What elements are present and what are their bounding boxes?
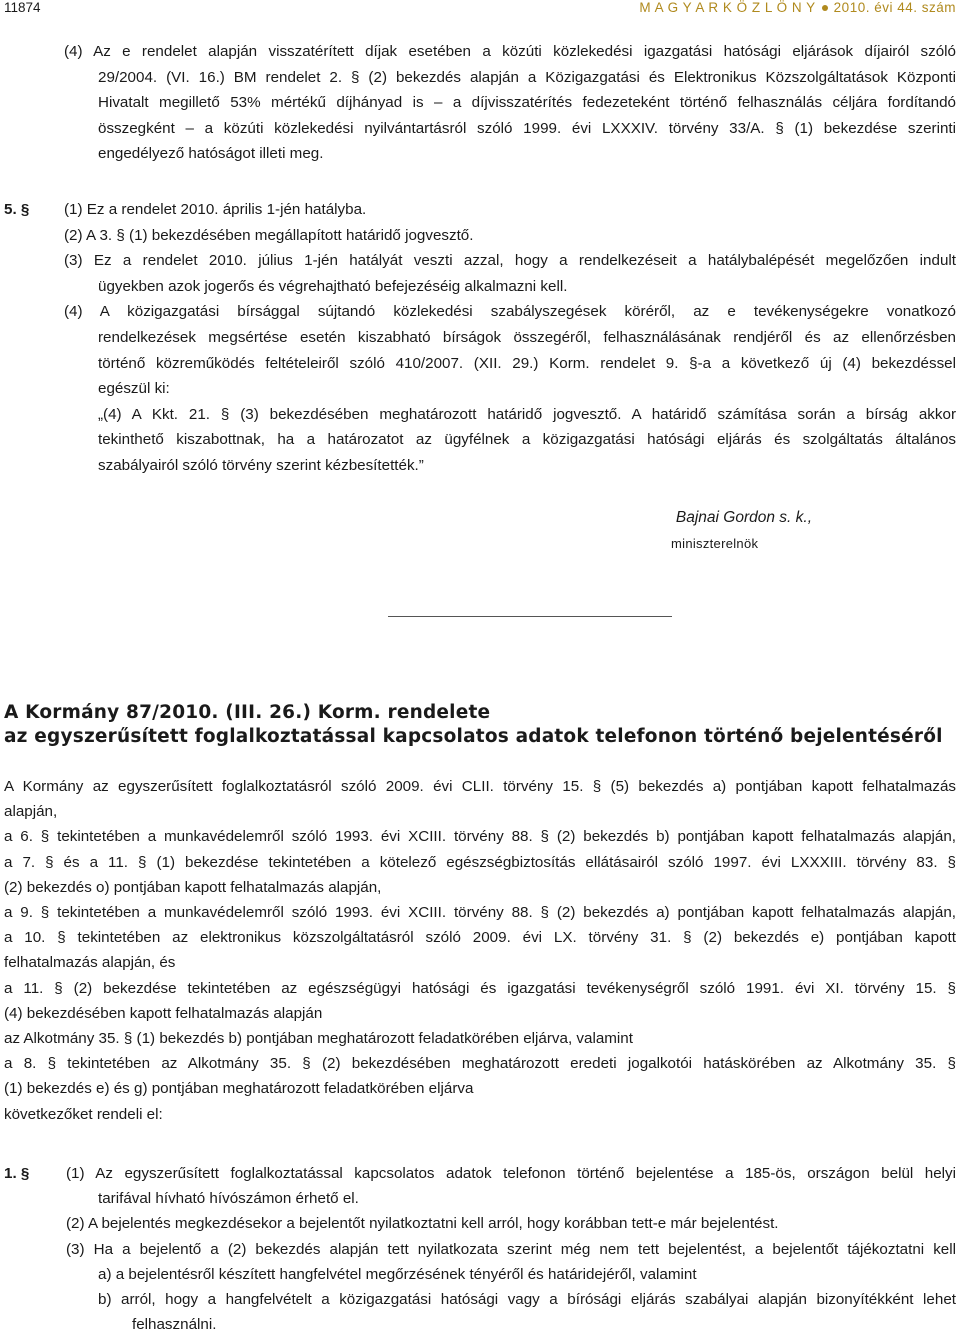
text-line: engedélyező hatóságot illeti meg. bbox=[98, 145, 324, 163]
text-line: a 9. § tekintetében a munkavédelemről szóló 1993. évi XCIII. törvény 88. § (2) bekezdés a) pontjában kapott felhatalmazás alapján, bbox=[4, 904, 956, 922]
text-line: felhatalmazás alapján, és bbox=[4, 954, 176, 972]
issue-label: 2010. évi 44. szám bbox=[833, 0, 956, 15]
text-line: felhasználni. bbox=[132, 1316, 217, 1334]
text-line: (3) Ez a rendelet 2010. július 1-jén hatályát veszti azzal, hogy a rendelkezéseit a hatálybalépését megelőzően indult bbox=[64, 252, 956, 270]
journal-issue bbox=[639, 0, 956, 15]
section-5 bbox=[4, 197, 956, 479]
text-line: a) a bejelentésről készített hangfelvétel megőrzésének tényéről és határidejéről, valamint bbox=[98, 1265, 697, 1283]
page-header bbox=[0, 0, 960, 20]
text-line: (1) Ez a rendelet 2010. április 1-jén hatályba. bbox=[64, 201, 367, 218]
text-line: az Alkotmány 35. § (1) bekezdés b) pontjában meghatározott feladatkörében eljárva, valamint bbox=[4, 1030, 633, 1048]
text-line: tarifával hívható hívószámon érhető el. bbox=[98, 1190, 359, 1208]
text-line: 29/2004. (VI. 16.) BM rendelet 2. § (2) bekezdés alapján a Közigazgatási és Elektronikus Közszolgáltatások Központi bbox=[98, 68, 956, 86]
decree-title: A Kormány 87/2010. (III. 26.) Korm. rendelete bbox=[4, 702, 491, 723]
text-line: történő közreműködés feltételeiről szóló 410/2007. (XII. 29.) Korm. rendelet 9. §-a a következő új (4) bekezdéssel bbox=[98, 354, 956, 372]
text-line: a 8. § tekintetében az Alkotmány 35. § (2) bekezdésében meghatározott eredeti jogalkotói hatáskörében az Alkotmány 35. § bbox=[4, 1055, 956, 1073]
text-line: Hivatalt megillető 53% mértékű díjhányad is – a díjvisszatérítés fedezeteként történő felhasználás céljára fordítandó bbox=[98, 94, 956, 112]
text-line: b) arról, hogy a hangfelvételt a közigazgatási hatósági vagy a bírósági eljárás szabályai alapján bizonyítékként lehet bbox=[98, 1291, 956, 1309]
text-line: (1) bekezdés e) és g) pontjában meghatározott feladatkörében eljárva bbox=[4, 1080, 474, 1098]
text-line: (2) A bejelentés megkezdésekor a bejelentőt nyilatkoztatni kell arról, hogy korábban tett-e már bejelentést. bbox=[66, 1215, 779, 1233]
text-line: a 10. § tekintetében az elektronikus közszolgáltatásról szóló 2009. évi LX. törvény 31. § (2) bekezdés e) pontjában kapott bbox=[4, 929, 956, 947]
journal-name: M A G Y A R K Ö Z L Ö N Y bbox=[639, 0, 816, 15]
text-line: (2) bekezdés o) pontjában kapott felhatalmazás alapján, bbox=[4, 878, 382, 896]
text-line: (1) Az egyszerűsített foglalkoztatással kapcsolatos adatok telefonon történő bejelentése a 185-ös, országon belül helyi bbox=[66, 1165, 956, 1182]
text-line: (4) Az e rendelet alapján visszatérített díjak esetében a közúti közlekedési igazgatási hatósági eljárások díjairól szóló bbox=[64, 43, 956, 60]
text-line: ügyekben azok jogerős és végrehajtható befejezéséig alkalmazni kell. bbox=[98, 277, 568, 295]
text-line: A Kormány az egyszerűsített foglalkoztatásról szóló 2009. évi CLII. törvény 15. § (5) bekezdés a) pontjában kapott felhatalmazás bbox=[4, 778, 956, 795]
section-number: 5. § bbox=[4, 201, 30, 218]
text-line: (4) bekezdésében kapott felhatalmazás alapján bbox=[4, 1004, 323, 1022]
signature-role: miniszterelnök bbox=[671, 536, 759, 551]
page-number: 11874 bbox=[4, 0, 41, 15]
text-line: rendelkezések megsértése esetén kiszabható bírságok összegéről, felhasználásának rendjéről és az ellenőrzésben bbox=[98, 328, 956, 346]
text-line: összegként – a közúti közlekedési nyilvántartásról szóló 1999. évi LXXXIV. törvény 33/A. § (1) bekezdése szerinti bbox=[98, 119, 956, 137]
text-line: „(4) A Kkt. 21. § (3) bekezdésében meghatározott határidő jogvesztő. A határidő számítása során a bírság akkor bbox=[98, 405, 956, 423]
text-line: egészül ki: bbox=[98, 380, 170, 398]
text-line: (3) Ha a bejelentő a (2) bekezdés alapján tett nyilatkozata szerint még nem tett bejelentést, a bejelentőt tájékoztatni kell bbox=[66, 1240, 956, 1258]
decree-subtitle: az egyszerűsített foglalkoztatással kapcsolatos adatok telefonon történő bejelentéséről bbox=[4, 726, 943, 747]
text-line: alapján, bbox=[4, 803, 58, 821]
separator-line bbox=[388, 616, 672, 617]
preamble bbox=[4, 774, 956, 1127]
text-line: szabályairól szóló törvény szerint kézbesítették.” bbox=[98, 456, 424, 474]
text-line: következőket rendeli el: bbox=[4, 1105, 163, 1123]
text-line: tekinthető kiszabottnak, ha a határozatot az ügyfélnek a közigazgatási hatósági eljárás és szolgáltatás általános bbox=[98, 431, 956, 449]
bullet-icon bbox=[822, 5, 828, 11]
section-1 bbox=[4, 1161, 956, 1337]
text-line: a 11. § (2) bekezdése tekintetében az egészségügyi hatósági és igazgatási tevékenységről szóló 1991. évi XI. törvény 15. § bbox=[4, 979, 956, 997]
text-line: a 6. § tekintetében a munkavédelemről szóló 1993. évi XCIII. törvény 88. § (2) bekezdés b) pontjában kapott felhatalmazás alapján, bbox=[4, 828, 956, 846]
signature-name: Bajnai Gordon s. k., bbox=[675, 509, 812, 526]
text-line: a 7. § és a 11. § (1) bekezdése tekintetében a kötelező egészségbiztosítás ellátásairól szóló 1997. évi LXXXIII. törvény 83. § bbox=[4, 853, 956, 871]
text-line: (4) A közigazgatási bírsággal sújtandó közlekedési szabályszegések köréről, az e tevékenységekre vonatkozó bbox=[64, 303, 956, 321]
paragraph-4 bbox=[64, 39, 956, 167]
text-line: (2) A 3. § (1) bekezdésében megállapított határidő jogvesztő. bbox=[64, 226, 474, 244]
section-number: 1. § bbox=[4, 1165, 30, 1182]
